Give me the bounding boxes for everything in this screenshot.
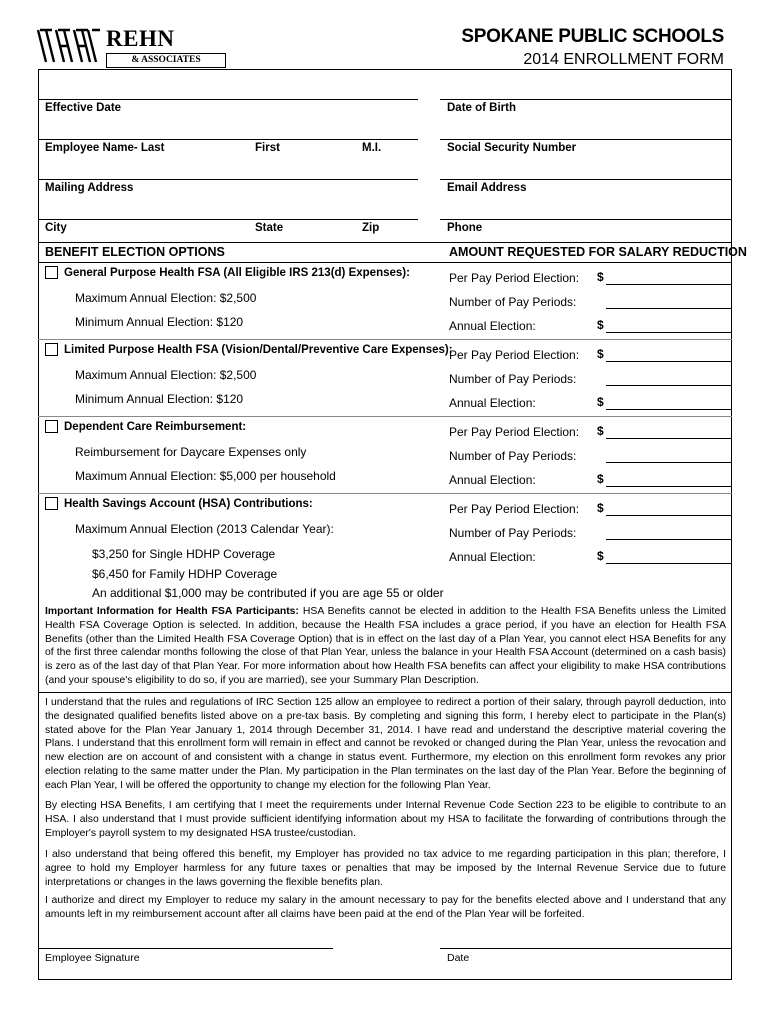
field-line	[38, 139, 418, 140]
terms-paragraph: I understand that the rules and regulations of IRC Section 125 allow an employee to redirect a portion of their salary, through payroll deduction, into the designated qualified benefits listed above on a pre-tax basis. By completing and signing this form, I hereby elect to participate in the Plan(s) stated above for the Plan Year January 1, 2014 through December 31, 2014. I have read and understand the descriptive material covering the Plans. I understand that this enrollment form will remain in effect and cannot be revoked or changed during the Plan Year, unless the revocation and new election are on account of and consistent with a change in status event. Furthermore, my election on this enrollment form revokes any prior election relating to the same matter under the Plan. My participation in the Plan terminates on the last day of the Plan Year. Before the beginning of each Plan Year, I will be offered the opportunity to change my election for the following Plan Year.	[45, 697, 726, 791]
state-field[interactable]: State	[255, 222, 284, 234]
lp-fsa-min: Minimum Annual Election: $120	[75, 392, 244, 406]
company-logo	[36, 22, 201, 70]
annual-label: Annual Election:	[449, 473, 536, 487]
field-line	[38, 179, 418, 180]
gp-fsa-checkbox[interactable]	[45, 266, 58, 279]
hsa-per-pay-input[interactable]	[606, 515, 731, 516]
hsa-annual-input[interactable]	[606, 563, 731, 564]
dependent-care-title: Dependent Care Reimbursement:	[64, 421, 247, 433]
important-body: HSA Benefits cannot be elected in addition to the Health FSA Benefits unless the Limited Health FSA Coverage Option is selected. In addition, because the Health FSA includes a grace period, if you have an election for Health FSA Benefits (other than the Limited Health FSA Coverage Option) that is in effect on the last day of a Plan Year, you cannot elect HSA Benefits for any of the first three calendar months following the close of that Plan Year, unless the balance in your Health FSA Account (determined on a cash basis) is zero as of the last day of that Plan Year. For more information about how Health FSA benefits can affect your eligibility to make HSA contributions (and your spouse's eligibility to do so, if you are married), see your Summary Plan Description.	[45, 606, 726, 686]
dependent-care-max: Maximum Annual Election: $5,000 per household	[75, 469, 336, 483]
field-line	[440, 179, 732, 180]
terms-paragraph: I also understand that being offered this benefit, my Employer has provided no tax advice to me regarding participation in this plan; therefore, I agree to hold my Employer harmless for any future taxes or penalties that may be imposed by the Internal Revenue Service due to future interpretations or changes in the laws governing the flexible benefits plan.	[45, 849, 726, 888]
per-pay-label: Per Pay Period Election:	[449, 271, 580, 285]
middle-initial-field[interactable]: M.I.	[362, 142, 382, 154]
lp-fsa-annual-input[interactable]	[606, 409, 731, 410]
important-lead: Important Information for Health FSA Participants:	[45, 606, 299, 617]
hsa-max: Maximum Annual Election (2013 Calendar Year):	[75, 522, 334, 536]
num-periods-label: Number of Pay Periods:	[449, 449, 577, 463]
dollar-sign: $	[597, 424, 604, 438]
zip-field[interactable]: Zip	[362, 222, 380, 234]
logo-name: REHN	[106, 26, 175, 51]
first-name-field[interactable]: First	[255, 142, 280, 154]
hsa-checkbox[interactable]	[45, 497, 58, 510]
gp-fsa-min: Minimum Annual Election: $120	[75, 315, 244, 329]
hsa-single: $3,250 for Single HDHP Coverage	[92, 547, 276, 561]
dollar-sign: $	[597, 501, 604, 515]
dollar-sign: $	[597, 472, 604, 486]
dependent-num-periods-input[interactable]	[606, 462, 731, 463]
date-of-birth-field[interactable]: Date of Birth	[447, 102, 516, 114]
dollar-sign: $	[597, 395, 604, 409]
organization-title: SPOKANE PUBLIC SCHOOLS	[461, 26, 724, 47]
effective-date-field[interactable]: Effective Date	[45, 102, 122, 114]
lp-fsa-max: Maximum Annual Election: $2,500	[75, 368, 257, 382]
dollar-sign: $	[597, 549, 604, 563]
field-line	[440, 219, 732, 220]
hsa-num-periods-input[interactable]	[606, 539, 731, 540]
benefit-options-heading: BENEFIT ELECTION OPTIONS	[45, 245, 225, 259]
per-pay-label: Per Pay Period Election:	[449, 425, 580, 439]
field-line	[38, 219, 418, 220]
dollar-sign: $	[597, 347, 604, 361]
plan-divider	[38, 339, 732, 340]
important-info	[45, 605, 726, 688]
employee-signature-label: Employee Signature	[45, 952, 140, 964]
ssn-field[interactable]: Social Security Number	[447, 142, 577, 154]
logo-subtitle: & ASSOCIATES	[106, 53, 226, 68]
num-periods-label: Number of Pay Periods:	[449, 295, 577, 309]
num-periods-label: Number of Pay Periods:	[449, 372, 577, 386]
employee-signature-line[interactable]	[38, 948, 333, 949]
annual-label: Annual Election:	[449, 319, 536, 333]
signature-date-line[interactable]	[440, 948, 732, 949]
field-line	[38, 99, 418, 100]
dependent-care-desc: Reimbursement for Daycare Expenses only	[75, 445, 307, 459]
num-periods-label: Number of Pay Periods:	[449, 526, 577, 540]
per-pay-label: Per Pay Period Election:	[449, 348, 580, 362]
lp-fsa-num-periods-input[interactable]	[606, 385, 731, 386]
lp-fsa-checkbox[interactable]	[45, 343, 58, 356]
dependent-annual-input[interactable]	[606, 486, 731, 487]
dollar-sign: $	[597, 270, 604, 284]
gp-fsa-annual-input[interactable]	[606, 332, 731, 333]
last-name-field[interactable]: Employee Name- Last	[45, 142, 165, 154]
phone-field[interactable]: Phone	[447, 222, 483, 234]
gp-fsa-per-pay-input[interactable]	[606, 284, 731, 285]
terms-paragraph: By electing HSA Benefits, I am certifying that I meet the requirements under Internal Revenue Code Section 223 to be eligible to contribute to an HSA. I also understand that I must provide sufficient identifying information about my HSA to facilitate the forwarding of contributions through the Employer's payroll system to my designated HSA trustee/custodian.	[45, 800, 726, 839]
dependent-per-pay-input[interactable]	[606, 438, 731, 439]
hsa-catchup: An additional $1,000 may be contributed if you are age 55 or older	[92, 586, 444, 600]
dependent-care-checkbox[interactable]	[45, 420, 58, 433]
email-field[interactable]: Email Address	[447, 182, 527, 194]
terms-paragraph: I authorize and direct my Employer to reduce my salary in the amount necessary to pay for the benefits elected above and I understand that any amounts left in my reimbursement account after all claims have been paid at the end of the Plan Year will be forfeited.	[45, 895, 726, 920]
hsa-family: $6,450 for Family HDHP Coverage	[92, 567, 278, 581]
mailing-address-field[interactable]: Mailing Address	[45, 182, 134, 194]
per-pay-label: Per Pay Period Election:	[449, 502, 580, 516]
dollar-sign: $	[597, 318, 604, 332]
annual-label: Annual Election:	[449, 396, 536, 410]
amount-requested-heading: AMOUNT REQUESTED FOR SALARY REDUCTION	[449, 245, 747, 259]
section-divider	[38, 692, 732, 693]
plan-divider	[38, 416, 732, 417]
section-divider	[38, 262, 732, 263]
gp-fsa-title: General Purpose Health FSA (All Eligible IRS 213(d) Expenses):	[64, 267, 410, 279]
lp-fsa-per-pay-input[interactable]	[606, 361, 731, 362]
form-title: 2014 ENROLLMENT FORM	[523, 51, 724, 68]
city-field[interactable]: City	[45, 222, 67, 234]
plan-divider	[38, 493, 732, 494]
section-divider	[38, 242, 732, 243]
field-line	[440, 139, 732, 140]
gp-fsa-num-periods-input[interactable]	[606, 308, 731, 309]
hsa-title: Health Savings Account (HSA) Contributions:	[64, 498, 313, 510]
rehn-logo-mark-icon	[36, 24, 102, 68]
gp-fsa-max: Maximum Annual Election: $2,500	[75, 291, 257, 305]
lp-fsa-title: Limited Purpose Health FSA (Vision/Dental/Preventive Care Expenses):	[64, 344, 453, 356]
signature-date-label: Date	[447, 952, 470, 964]
field-line	[440, 99, 732, 100]
annual-label: Annual Election:	[449, 550, 536, 564]
